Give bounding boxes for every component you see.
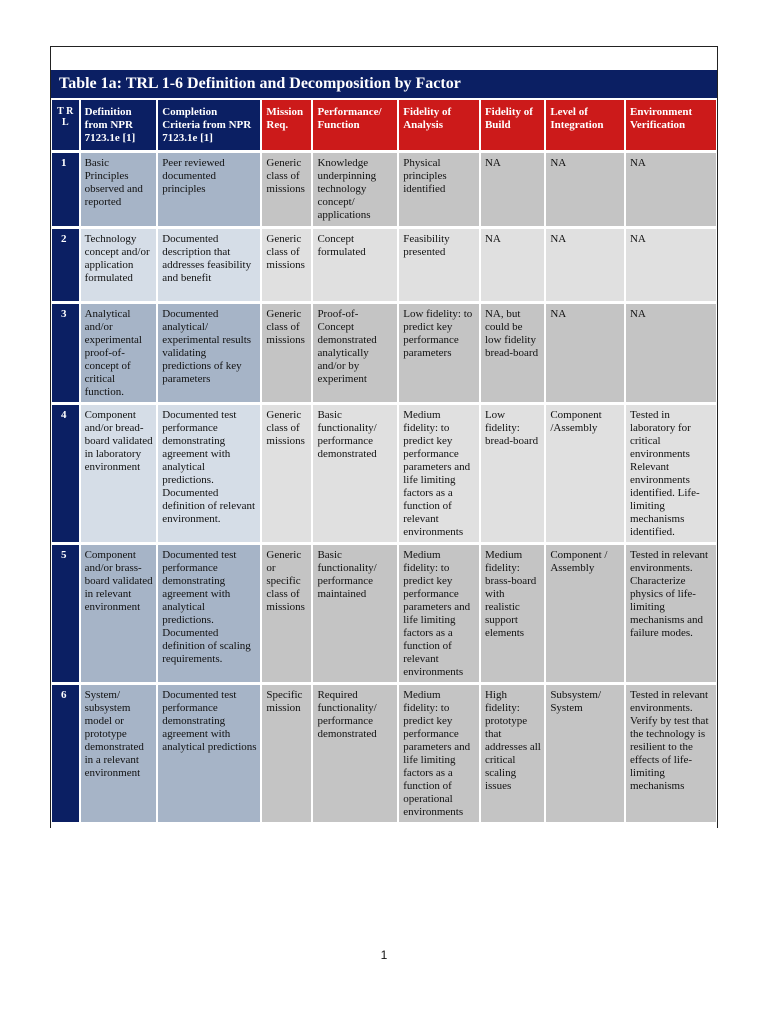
cell-definition: Component and/or bread-board validated in laboratory environment (81, 402, 157, 542)
cell-fidelity-build: NA (481, 150, 544, 226)
cell-fidelity-build: Medium fidelity: brass-board with realistic support elements (481, 542, 544, 682)
table-row-trl-1 (52, 150, 716, 226)
table-row-trl-3 (52, 301, 716, 402)
cell-integration: Component / Assembly (546, 542, 624, 682)
trl-number: 2 (52, 226, 79, 301)
cell-definition: Basic Principles observed and reported (81, 150, 157, 226)
cell-fidelity-build: NA (481, 226, 544, 301)
cell-completion: Documented test performance demonstrating agreement with analytical predictions (158, 682, 260, 822)
trl-number: 6 (52, 682, 79, 822)
cell-definition: Analytical and/or experimental proof-of-concept of critical function. (81, 301, 157, 402)
cell-completion: Documented test performance demonstrating agreement with analytical predictions. Documented definition of scaling requirements. (158, 542, 260, 682)
cell-integration: Subsystem/ System (546, 682, 624, 822)
table-row-trl-4 (52, 402, 716, 542)
table-row-trl-2 (52, 226, 716, 301)
cell-definition: Technology concept and/or application formulated (81, 226, 157, 301)
header-row (52, 100, 716, 150)
trl-number: 4 (52, 402, 79, 542)
header-mission: Mission Req. (262, 100, 311, 150)
cell-performance: Concept formulated (313, 226, 397, 301)
cell-environment: NA (626, 301, 716, 402)
cell-environment: NA (626, 226, 716, 301)
cell-fidelity-analysis: Feasibility presented (399, 226, 479, 301)
cell-fidelity-analysis: Medium fidelity: to predict key performance parameters and life limiting factors as a function of relevant environments (399, 542, 479, 682)
cell-integration: Component /Assembly (546, 402, 624, 542)
table-row-trl-6 (52, 682, 716, 822)
cell-performance: Required functionality/ performance demonstrated (313, 682, 397, 822)
cell-mission: Generic class of missions (262, 226, 311, 301)
cell-mission: Generic class of missions (262, 301, 311, 402)
trl-number: 3 (52, 301, 79, 402)
cell-completion: Documented description that addresses feasibility and benefit (158, 226, 260, 301)
cell-integration: NA (546, 301, 624, 402)
table-row-trl-5 (52, 542, 716, 682)
cell-mission: Generic class of missions (262, 150, 311, 226)
trl-number: 1 (52, 150, 79, 226)
cell-environment: Tested in relevant environments. Characterize physics of life-limiting mechanisms and failure modes. (626, 542, 716, 682)
cell-performance: Proof-of-Concept demonstrated analytically and/or by experiment (313, 301, 397, 402)
header-definition: Definition from NPR 7123.1e [1] (81, 100, 157, 150)
cell-performance: Knowledge underpinning technology concept/ applications (313, 150, 397, 226)
table-title: Table 1a: TRL 1-6 Definition and Decomposition by Factor (51, 70, 717, 98)
cell-performance: Basic functionality/ performance maintained (313, 542, 397, 682)
header-performance: Performance/ Function (313, 100, 397, 150)
cell-mission: Generic class of missions (262, 402, 311, 542)
trl-table (50, 100, 718, 822)
cell-definition: System/ subsystem model or prototype demonstrated in a relevant environment (81, 682, 157, 822)
cell-fidelity-analysis: Medium fidelity: to predict key performance parameters and life limiting factors as a function of operational environments (399, 682, 479, 822)
header-fidelity-analysis: Fidelity of Analysis (399, 100, 479, 150)
cell-fidelity-build: NA, but could be low fidelity bread-board (481, 301, 544, 402)
cell-integration: NA (546, 226, 624, 301)
cell-definition: Component and/or brass-board validated in relevant environment (81, 542, 157, 682)
cell-completion: Documented test performance demonstrating agreement with analytical predictions. Documented definition of relevant environment. (158, 402, 260, 542)
cell-completion: Peer reviewed documented principles (158, 150, 260, 226)
trl-number: 5 (52, 542, 79, 682)
cell-fidelity-analysis: Low fidelity: to predict key performance parameters (399, 301, 479, 402)
cell-fidelity-build: High fidelity: prototype that addresses all critical scaling issues (481, 682, 544, 822)
page-number: 1 (380, 948, 388, 962)
cell-fidelity-analysis: Medium fidelity: to predict key performance parameters and life limiting factors as a function of relevant environments (399, 402, 479, 542)
cell-environment: Tested in relevant environments. Verify by test that the technology is resilient to the effects of life-limiting mechanisms (626, 682, 716, 822)
cell-environment: Tested in laboratory for critical environments Relevant environments identified. Life-limiting mechanisms identified. (626, 402, 716, 542)
cell-integration: NA (546, 150, 624, 226)
cell-environment: NA (626, 150, 716, 226)
header-fidelity-build: Fidelity of Build (481, 100, 544, 150)
cell-fidelity-analysis: Physical principles identified (399, 150, 479, 226)
header-trl: T R L (52, 100, 79, 150)
cell-mission: Specific mission (262, 682, 311, 822)
cell-completion: Documented analytical/ experimental results validating predictions of key parameters (158, 301, 260, 402)
cell-fidelity-build: Low fidelity: bread-board (481, 402, 544, 542)
cell-mission: Generic or specific class of missions (262, 542, 311, 682)
header-environment: Environment Verification (626, 100, 716, 150)
cell-performance: Basic functionality/ performance demonstrated (313, 402, 397, 542)
header-integration: Level of Integration (546, 100, 624, 150)
header-completion: Completion Criteria from NPR 7123.1e [1] (158, 100, 260, 150)
trl-table-container (51, 70, 717, 822)
